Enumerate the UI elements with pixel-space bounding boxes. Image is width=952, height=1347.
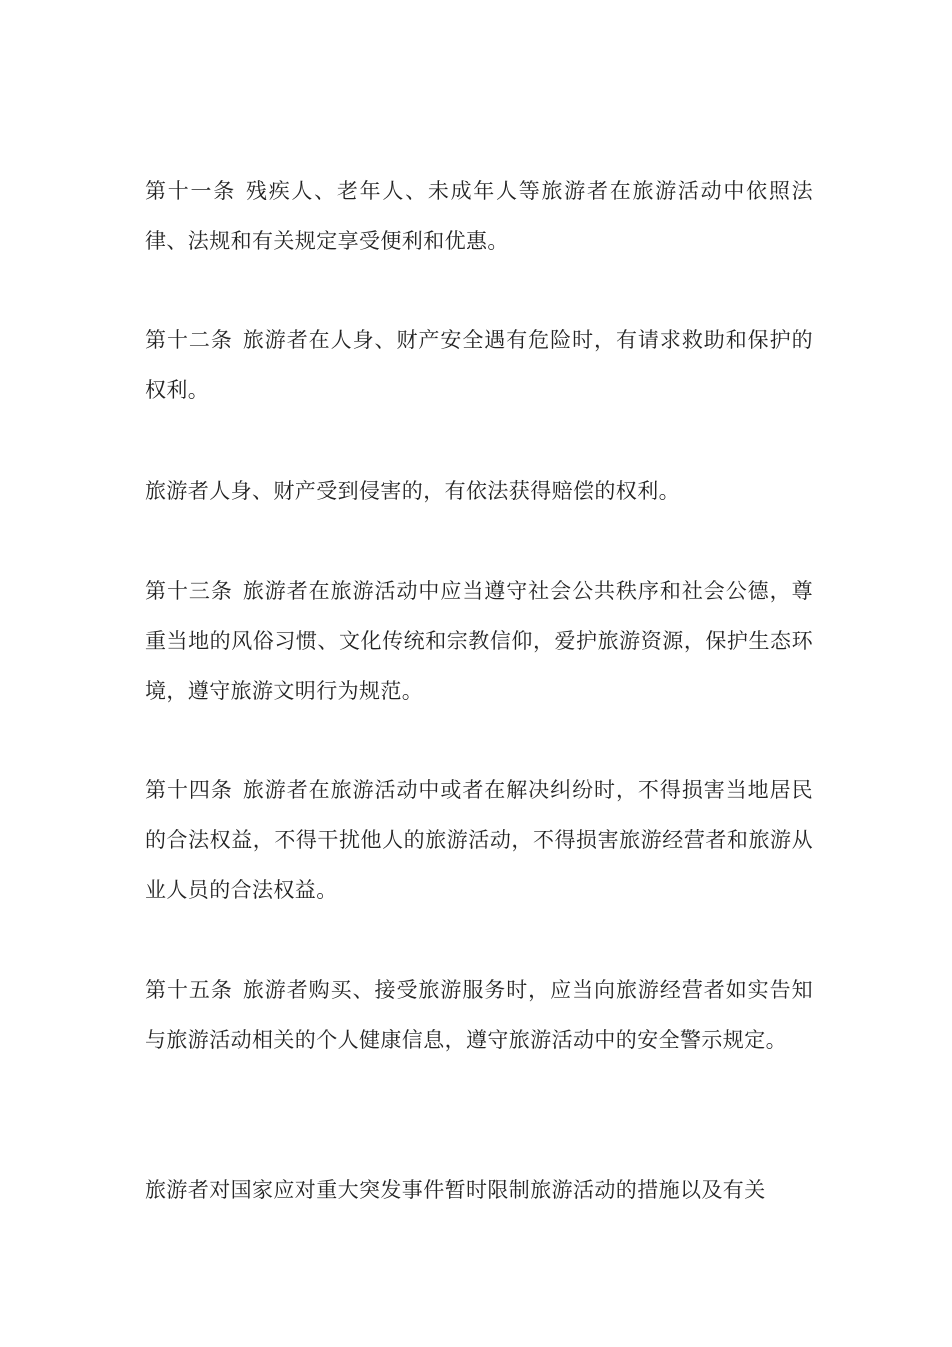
article-text: 旅游者购买、接受旅游服务时，应当向旅游经营者如实告知与旅游活动相关的个人健康信息，遵守旅游活动中的安全警示规定。 — [145, 978, 813, 1052]
paragraph-article-11 — [145, 166, 813, 266]
paragraph-article-14 — [145, 765, 813, 915]
paragraph-article-13 — [145, 566, 813, 716]
paragraph-article-12 — [145, 315, 813, 415]
paragraph-article-15-continued — [145, 1165, 813, 1215]
article-number: 第十五条 — [145, 978, 233, 1002]
article-text: 旅游者人身、财产受到侵害的，有依法获得赔偿的权利。 — [145, 479, 680, 503]
article-text: 旅游者在旅游活动中或者在解决纠纷时，不得损害当地居民的合法权益，不得干扰他人的旅游活动，不得损害旅游经营者和旅游从业人员的合法权益。 — [145, 778, 813, 902]
article-text: 旅游者在人身、财产安全遇有危险时，有请求救助和保护的权利。 — [145, 328, 813, 402]
paragraph-article-12-continued — [145, 466, 813, 516]
article-number: 第十四条 — [145, 778, 233, 802]
article-number: 第十二条 — [145, 328, 233, 352]
article-text: 旅游者在旅游活动中应当遵守社会公共秩序和社会公德，尊重当地的风俗习惯、文化传统和宗教信仰，爱护旅游资源，保护生态环境，遵守旅游文明行为规范。 — [145, 579, 813, 703]
article-number: 第十一条 — [145, 179, 236, 203]
article-text: 旅游者对国家应对重大突发事件暂时限制旅游活动的措施以及有关 — [145, 1178, 766, 1202]
paragraph-article-15 — [145, 965, 813, 1065]
article-text: 残疾人、老年人、未成年人等旅游者在旅游活动中依照法律、法规和有关规定享受便利和优惠。 — [145, 179, 813, 253]
article-number: 第十三条 — [145, 579, 233, 603]
